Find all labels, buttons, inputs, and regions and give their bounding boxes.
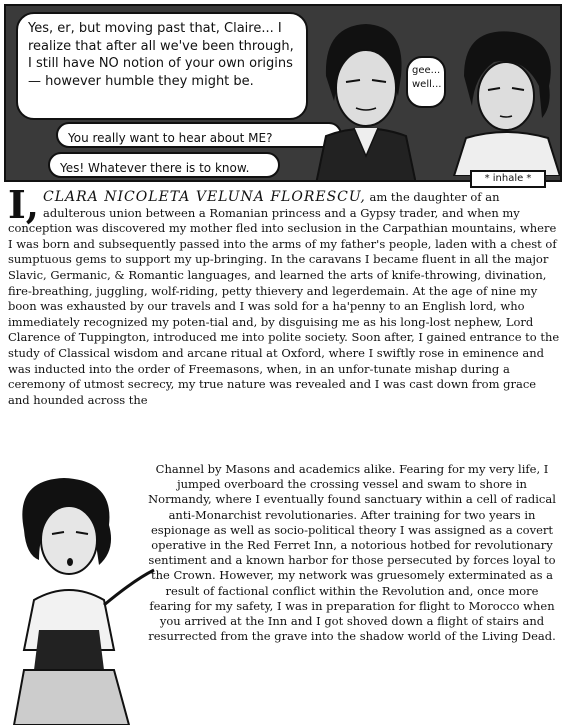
- comic-panel: [4, 4, 562, 182]
- story-text-lower: [148, 462, 556, 644]
- man-character-illustration: [306, 16, 416, 182]
- woman-character-illustration: [444, 26, 562, 176]
- speech-bubble-3: Yes! Whatever there is to know.: [48, 152, 280, 178]
- story-paragraph-upper: am the daughter of an adulterous union between a Romanian princess and a Gypsy trader, and when my conception was discovered my mother fled into seclusion in the Carpathian mountains, where I was born and subsequently passed into the arms of my father's people, laden with a chest of sumptuous gems to support my up-bringing. In the caravans I became fluent in all the major Slavic, Germanic, & Romantic languages, and learned the arts of knife-throwing, divination, fire-breathing, juggling, wolf-riding, petty thievery and legerdemain. At the age of nine my boon was exhausted by our travels and I was sold for a ha'penny to an English lord, who immediately recognized my poten-tial and, by disguising me as his long-lost nephew, Lord Clarence of Tuppington, introduced me into polite society. Soon after, I gained entrance to the study of Classical wisdom and arcane ritual at Oxford, where I swiftly rose in eminence and was inducted into the order of Freemasons, when, in an unfor-tunate mishap during a ceremony of utmost secrecy, my true nature was revealed and I was cast down from grace and hounded across the: [8, 190, 560, 407]
- speech-bubble-2: You really want to hear about ME?: [56, 122, 342, 148]
- speech-bubble-1: Yes, er, but moving past that, Claire... I realize that after all we've been through, I still have NO notion of your own origins — however humble they might be.: [16, 12, 308, 120]
- character-full-name: CLARA NICOLETA VELUNA FLORESCU,: [43, 189, 366, 205]
- speech-bubble-4: gee... well...: [406, 56, 446, 108]
- drop-cap: I,: [8, 182, 40, 227]
- inhale-caption: * inhale *: [470, 170, 546, 188]
- story-text-upper: [8, 182, 560, 408]
- clara-portrait-illustration: [4, 470, 164, 725]
- story-paragraph-lower: Channel by Masons and academics alike. Fearing for my very life, I jumped overboard the crossing vessel and swam to shore in Normandy, where I eventually found sanctuary within a cell of radical anti-Monarchist revolutionaries. After training for two years in espionage as well as socio-political theory I was assigned as a covert operative in the Red Ferret Inn, a notorious hotbed for revolutionary sentiment and a known harbor for those persecuted by forces loyal to the Crown. However, my network was gruesomely exterminated as a result of factional conflict within the Revolution and, once more fearing for my safety, I was in preparation for flight to Morocco when you arrived at the Inn and I got shoved down a flight of stairs and resurrected from the grave into the shadow world of the Living Dead.: [148, 462, 556, 644]
